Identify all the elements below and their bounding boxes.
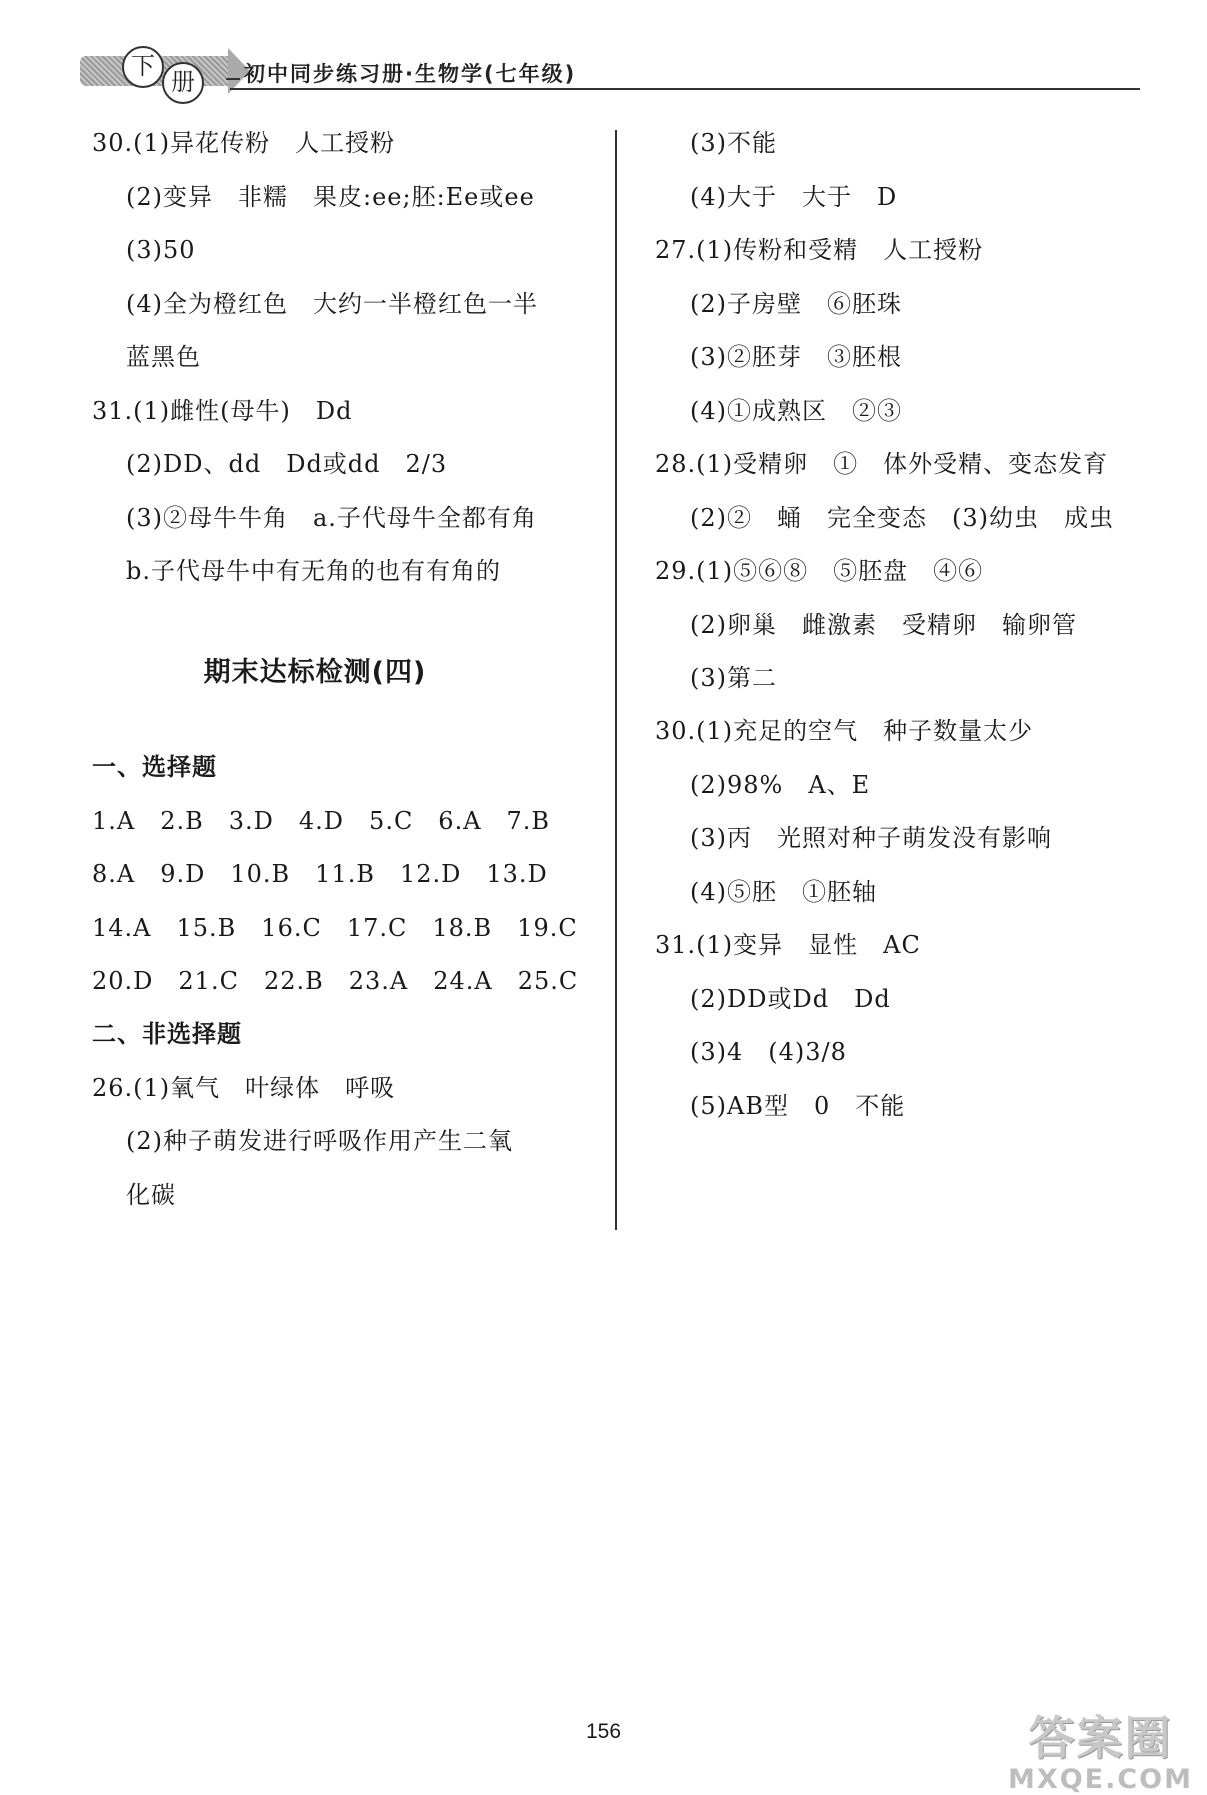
right-q31-line-3: (3)4 (4)3/8 bbox=[690, 1038, 847, 1066]
right-q31-line-4: (5)AB型 0 不能 bbox=[690, 1092, 906, 1120]
right-q27-line-3: (3)②胚芽 ③胚根 bbox=[690, 343, 902, 371]
right-q27-line-2: (2)子房壁 ⑥胚珠 bbox=[690, 290, 902, 318]
right-q31-line-2: (2)DD或Dd Dd bbox=[690, 985, 891, 1013]
watermark-sub-text: MXQE.COM bbox=[1008, 1764, 1193, 1795]
choice-answers-row-3: 14.A 15.B 16.C 17.C 18.B 19.C bbox=[92, 914, 578, 942]
volume-badge-xia: 下 bbox=[122, 46, 164, 88]
left-q31-line-1: 31.(1)雌性(母牛) Dd bbox=[92, 397, 353, 425]
right-q29-line-2: (2)卵巢 雌激素 受精卵 输卵管 bbox=[690, 611, 1077, 639]
section-choice-title: 一、选择题 bbox=[92, 753, 217, 781]
header-title: 初中同步练习册·生物学(七年级) bbox=[244, 62, 577, 86]
right-q28-line-1: 28.(1)受精卵 ① 体外受精、变态发育 bbox=[655, 450, 1109, 478]
right-q30-line-3: (3)丙 光照对种子萌发没有影响 bbox=[690, 824, 1052, 852]
left-q31-line-2: (2)DD、dd Dd或dd 2/3 bbox=[126, 450, 448, 478]
section-nonchoice-title: 二、非选择题 bbox=[92, 1020, 242, 1048]
left-q30-line-1: 30.(1)异花传粉 人工授粉 bbox=[92, 129, 396, 157]
right-q30-line-2: (2)98% A、E bbox=[690, 771, 871, 799]
choice-answers-row-1: 1.A 2.B 3.D 4.D 5.C 6.A 7.B bbox=[92, 807, 551, 835]
right-q26-line-4: (4)大于 大于 D bbox=[690, 183, 898, 211]
right-q30-line-4: (4)⑤胚 ①胚轴 bbox=[690, 878, 877, 906]
left-q31-line-4: b.子代母牛中有无角的也有有角的 bbox=[126, 557, 501, 585]
volume-badge-ce: 册 bbox=[162, 62, 204, 104]
left-q26-line-3: 化碳 bbox=[126, 1181, 176, 1209]
right-q29-line-1: 29.(1)⑤⑥⑧ ⑤胚盘 ④⑥ bbox=[655, 557, 984, 585]
header-logo bbox=[80, 48, 238, 96]
right-q27-line-4: (4)①成熟区 ②③ bbox=[690, 397, 902, 425]
right-q30-line-1: 30.(1)充足的空气 种子数量太少 bbox=[655, 717, 1034, 745]
header-rule bbox=[230, 88, 1140, 90]
left-q30-line-2: (2)变异 非糯 果皮:ee;胚:Ee或ee bbox=[126, 183, 535, 211]
right-q28-line-2: (2)② 蛹 完全变态 (3)幼虫 成虫 bbox=[690, 504, 1114, 532]
right-q31-line-1: 31.(1)变异 显性 AC bbox=[655, 931, 921, 959]
column-divider bbox=[615, 130, 617, 1230]
left-q26-line-2: (2)种子萌发进行呼吸作用产生二氧 bbox=[126, 1127, 513, 1155]
left-q31-line-3: (3)②母牛牛角 a.子代母牛全都有角 bbox=[126, 504, 537, 532]
choice-answers-row-2: 8.A 9.D 10.B 11.B 12.D 13.D bbox=[92, 860, 548, 888]
watermark-main-text: 答案圈 bbox=[1028, 1711, 1173, 1765]
left-q26-line-1: 26.(1)氧气 叶绿体 呼吸 bbox=[92, 1074, 396, 1102]
exam-title: 期末达标检测(四) bbox=[203, 657, 427, 688]
left-q30-line-4: (4)全为橙红色 大约一半橙红色一半 bbox=[126, 290, 538, 318]
left-q30-line-3: (3)50 bbox=[126, 236, 196, 264]
page-number: 156 bbox=[585, 1720, 622, 1743]
choice-answers-row-4: 20.D 21.C 22.B 23.A 24.A 25.C bbox=[92, 967, 579, 995]
header-dash bbox=[226, 78, 240, 80]
right-q26-line-3: (3)不能 bbox=[690, 129, 777, 157]
left-q30-line-5: 蓝黑色 bbox=[126, 343, 201, 371]
right-q27-line-1: 27.(1)传粉和受精 人工授粉 bbox=[655, 236, 984, 264]
right-q29-line-3: (3)第二 bbox=[690, 664, 777, 692]
watermark-logo bbox=[1008, 1702, 1193, 1795]
